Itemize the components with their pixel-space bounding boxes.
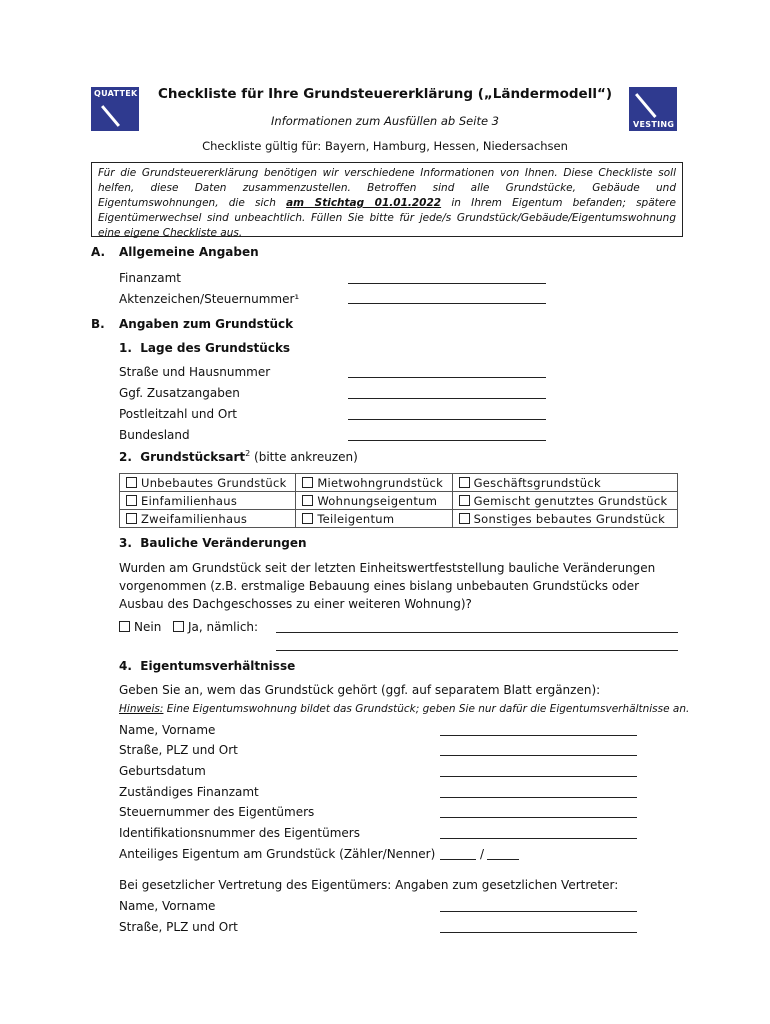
hinweis-text: Eine Eigentumswohnung bildet das Grundstück; geben Sie nur dafür die Eigentumsverhältnisse an. (163, 703, 690, 715)
field-label-vertreter-name: Name, Vorname (119, 899, 216, 913)
checkbox-icon[interactable] (459, 495, 470, 506)
field-line-nenner[interactable] (487, 859, 519, 860)
checkbox-icon[interactable] (459, 477, 470, 488)
checkbox-option[interactable] (296, 474, 452, 492)
section-b-title: Angaben zum Grundstück (119, 317, 294, 331)
field-line-bundesland[interactable] (348, 440, 546, 441)
field-line-finanzamt-eigentuemer[interactable] (440, 797, 637, 798)
option-label: Zweifamilienhaus (141, 511, 248, 526)
field-line-aenderung-2[interactable] (276, 650, 678, 651)
option-label: Geschäftsgrundstück (473, 475, 601, 490)
field-line-strasse[interactable] (348, 377, 546, 378)
field-line-identifikationsnummer[interactable] (440, 838, 637, 839)
vesting-logo-text: VESTING (633, 120, 675, 129)
section-b-letter: B. (91, 317, 105, 331)
checkbox-icon[interactable] (126, 513, 137, 524)
intro-text-2: in Ihrem Eigentum befanden; spätere Eigentümerwechsel sind unbeachtlich. Füllen Sie bitte für jede/s Grundstück/Gebäude/Eigentumswohnung eine eigene Checkliste aus. (98, 197, 677, 239)
field-line-vertreter-adresse[interactable] (440, 932, 637, 933)
page-subtitle: Informationen zum Ausfüllen ab Seite 3 (271, 114, 499, 128)
option-label: Mietwohngrundstück (317, 475, 444, 490)
checkbox-icon[interactable] (302, 495, 313, 506)
option-label: Gemischt genutztes Grundstück (473, 493, 668, 508)
section-a-letter: A. (91, 245, 106, 259)
option-nein[interactable] (119, 620, 161, 634)
field-label-finanzamt-eigentuemer: Zuständiges Finanzamt (119, 785, 259, 799)
intro-emphasis: am Stichtag 01.01.2022 (286, 197, 442, 209)
option-label: Wohnungseigentum (317, 493, 438, 508)
option-label: Teileigentum (317, 511, 395, 526)
art-footnote: 2 (245, 449, 251, 458)
field-line-vertreter-name[interactable] (440, 911, 637, 912)
field-label-name: Name, Vorname (119, 723, 216, 737)
checkbox-icon[interactable] (302, 477, 313, 488)
option-label: Nein (134, 620, 162, 634)
quattek-logo-text: QUATTEK (94, 89, 138, 98)
checkbox-icon[interactable] (119, 621, 130, 632)
vertreter-intro: Bei gesetzlicher Vertretung des Eigentümers: Angaben zum gesetzlichen Vertreter: (119, 878, 619, 892)
checkbox-icon[interactable] (459, 513, 470, 524)
grundstuecksart-heading (119, 449, 358, 464)
option-label: Sonstiges bebautes Grundstück (473, 511, 666, 526)
option-label: Ja, nämlich: (188, 620, 259, 634)
field-label-anteil: Anteiliges Eigentum am Grundstück (Zähler/Nenner) (119, 847, 436, 861)
table-row (120, 492, 678, 510)
field-label-finanzamt: Finanzamt (119, 271, 181, 285)
validity-note: Checkliste gültig für: Bayern, Hamburg, Hessen, Niedersachsen (202, 139, 568, 153)
hinweis (119, 703, 689, 715)
checkbox-option[interactable] (452, 510, 677, 528)
option-label: Einfamilienhaus (141, 493, 238, 508)
bauliche-title: 3. Bauliche Veränderungen (119, 536, 307, 550)
field-line-finanzamt[interactable] (348, 283, 546, 284)
field-line-geburtsdatum[interactable] (440, 776, 637, 777)
checkbox-icon[interactable] (173, 621, 184, 632)
checkbox-option[interactable] (452, 492, 677, 510)
hinweis-label: Hinweis: (119, 703, 164, 715)
field-label-aktenzeichen: Aktenzeichen/Steuernummer¹ (119, 292, 300, 306)
field-label-bundesland: Bundesland (119, 428, 190, 442)
field-label-plz-ort: Postleitzahl und Ort (119, 407, 237, 421)
art-hint: (bitte ankreuzen) (250, 450, 358, 464)
checkbox-option[interactable] (296, 510, 452, 528)
field-label-adresse: Straße, PLZ und Ort (119, 743, 238, 757)
field-line-steuernummer[interactable] (440, 817, 637, 818)
field-line-aktenzeichen[interactable] (348, 303, 546, 304)
field-label-zusatz: Ggf. Zusatzangaben (119, 386, 240, 400)
field-line-aenderung-1[interactable] (276, 632, 678, 633)
field-label-steuernummer: Steuernummer des Eigentümers (119, 805, 315, 819)
field-line-zusatz[interactable] (348, 398, 546, 399)
checkbox-option[interactable] (120, 492, 296, 510)
field-line-plz-ort[interactable] (348, 419, 546, 420)
bauliche-question: Wurden am Grundstück seit der letzten Einheitswertfeststellung bauliche Veränderungen vorgenommen (z.B. erstmalige Bebauung eines bislang unbebauten Grundstücks oder Ausbau des Dachgeschosses zu einer weiteren Wohnung)? (119, 561, 656, 611)
checkbox-icon[interactable] (126, 477, 137, 488)
field-label-vertreter-adresse: Straße, PLZ und Ort (119, 920, 238, 934)
field-line-adresse[interactable] (440, 755, 637, 756)
checkbox-icon[interactable] (302, 513, 313, 524)
option-ja[interactable] (173, 620, 258, 634)
intro-box (91, 162, 683, 237)
fraction-separator: / (480, 847, 485, 861)
field-label-geburtsdatum: Geburtsdatum (119, 764, 206, 778)
table-row (120, 474, 678, 492)
page-title: Checkliste für Ihre Grundsteuererklärung („Ländermodell“) (157, 86, 612, 102)
table-row (120, 510, 678, 528)
intro-text-1: Für die Grundsteuererklärung benötigen wir verschiedene Informationen von Ihnen. Diese Checkliste soll helfen, diese Daten zusammenzustellen. Betroffen sind alle Grundstücke, Gebäude und Eigentumswohnungen, die sich (98, 167, 676, 209)
checkbox-option[interactable] (120, 510, 296, 528)
grundstuecksart-table (119, 473, 678, 528)
checkbox-icon[interactable] (126, 495, 137, 506)
field-label-strasse: Straße und Hausnummer (119, 365, 271, 379)
eigentum-intro: Geben Sie an, wem das Grundstück gehört (ggf. auf separatem Blatt ergänzen): (119, 683, 601, 697)
eigentum-title: 4. Eigentumsverhältnisse (119, 659, 296, 673)
checkbox-option[interactable] (452, 474, 677, 492)
art-title: 2. Grundstücksart (119, 450, 246, 464)
field-line-name[interactable] (440, 735, 637, 736)
lage-title: 1. Lage des Grundstücks (119, 341, 291, 355)
field-label-identifikationsnummer: Identifikationsnummer des Eigentümers (119, 826, 360, 840)
field-line-zaehler[interactable] (440, 859, 476, 860)
section-a-title: Allgemeine Angaben (119, 245, 259, 259)
option-label: Unbebautes Grundstück (141, 475, 287, 490)
checkbox-option[interactable] (120, 474, 296, 492)
checkbox-option[interactable] (296, 492, 452, 510)
